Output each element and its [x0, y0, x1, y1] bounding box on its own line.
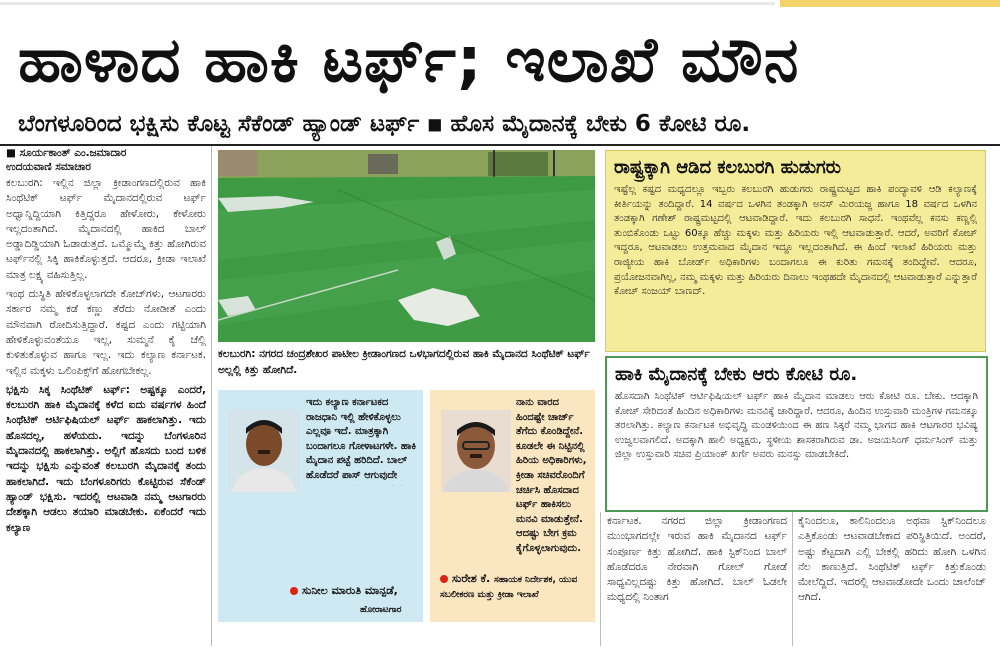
distant-trees: [488, 152, 548, 176]
quote-blue-text: ಇದು ಕಲ್ಯಾಣ ಕರ್ನಾಟಕದ ರಾಜಧಾನಿ ಇಲ್ಲಿ ಹೇಳಿಕೊಳ್ಳಲು ಎಲ್ಲವೂ ಇದೆ. ಮಾತ್ರಕ್ಕಾಗಿ ಬಂದಾಗಲೂ ಗೋಳಾಟಗಳೇ. ಹಾಕಿ ಮೈದಾನ ಪಟ್ಟೆ ಹರಿದಿದೆ. ಬಾಲ್ ಹೊಡೆದರೆ ಪಾಸ್ ಆಗುವುದೇ: [306, 397, 417, 481]
quote-blue-role-wrap: [360, 602, 402, 615]
headline: ಹಾಳಾದ ಹಾಕಿ ಟರ್ಫ್; ಇಲಾಖೆ ಮೌನ: [18, 23, 800, 96]
byline-author: ■ ಸೂರ್ಯಕಾಂತ್ ಎಂ.ಜಮಾದಾರ: [6, 147, 127, 159]
portrait-suresh: [441, 410, 511, 492]
nation-box-text: ಇಷ್ಟೆಲ್ಲ ಕಷ್ಟದ ಮಧ್ಯದಲ್ಲೂ ಇಬ್ಬರು ಕಲಬುರಗಿ ಹುಡುಗರು ರಾಷ್ಟ್ರಮಟ್ಟದ ಹಾಕಿ ಪಂದ್ಯಾವಳಿ ಆಡಿ ಕಲ್ಯಾಣಕ್ಕೆ ಕೀರ್ತಿಯನ್ನು ತಂದಿದ್ದಾರೆ. 14 ವರ್ಷದ ಒಳಗಿನ ತಂಡಕ್ಕಾಗಿ ಅನಸ್ ಮಿರಯಜ್ಜ ಹಾಗೂ 18 ವರ್ಷದ ಒಳಗಿನ ತಂಡಕ್ಕಾಗಿ ಗಣೇಶ್ ರಾಷ್ಟ್ರಮಟ್ಟದಲ್ಲಿ ಆಟವಾಡಿದ್ದಾರೆ. ಇದು ಕಲಬುರಗಿ ಸಾಧನೆ. ಇಂಥವೆಲ್ಲ ಕನಸು ಕಣ್ಣಲ್ಲಿ ತುಂಬಿಕೊಂಡು ಒಟ್ಟು 60ಕ್ಕೂ ಹೆಚ್ಚು ಮಕ್ಕಳು ಮತ್ತು ಹಿರಿಯರು ಇಲ್ಲಿ ಆಟವಾಡುತ್ತಾರೆ. ಆದರೆ, ಅವರಿಗೆ ಕೋಚ್ ಇದ್ದರೂ, ಆಟವಾಡಲು ಉತ್ತಮವಾದ ಮೈದಾನ ಇದ್ದೂ ಇಲ್ಲದಂತಾಗಿದೆ. ಈ ಹಿಂದೆ ಇಲಾಖೆ ಹಿರಿಯರು ಮತ್ತು ರಾಜ್ಯೀಯ ಹಾಕಿ ಬೋರ್ಡ್ ಅಧಿಕಾರಿಗಳು ಬಂದಾಗಲೂ ಈ ಕುರಿತು ಗಮನಕ್ಕೆ ತಂದಿದ್ದೇವೆ. ಆದರೂ, ಪ್ರಯೋಜನವಾಗಿಲ್ಲ, ನಮ್ಮ ಮಕ್ಕಳು ಮತ್ತು ಹಿರಿಯರು ದಿನಾಲು ಇಂಥಹದೇ ಮೈದಾನದಲ್ಲಿ ಆಟವಾಡುತ್ತಾರೆ ಎನ್ನುತ್ತಾರೆ ಕೋಚ್ ಸಂಜಯ್ ಬಾಣದ್.: [614, 184, 977, 298]
quote-cream-text: ನಾನು ವಾರದ ಹಿಂದಷ್ಟೇ ಚಾರ್ಜ್ ತೆಗೆದು ಕೊಂಡಿದ್ದೇನೆ. ಕೂಡಲೇ ಈ ನಿಟ್ಟಿನಲ್ಲಿ ಹಿರಿಯ ಅಧಿಕಾರಿಗಳು, ಕ್ರೀಡಾ ಸಚಿವರೊಂದಿಗೆ ಚರ್ಚಿಸಿ ಹೊಸದಾದ ಟರ್ಫ್ ಹಾಕಿಸಲು ಮನವಿ ಮಾಡುತ್ತೇನೆ. ಆದಷ್ಟು ಬೇಗ ಕ್ರಮ ಕೈಗೊಳ್ಳಲಾಗುವುದು.: [516, 397, 587, 554]
bottom-column-1: [607, 514, 787, 644]
bullet-dot-icon: [440, 575, 448, 583]
article-paragraph: ಇಂಥ ದುಸ್ಥಿತಿ ಹೇಳಿಕೊಳ್ಳಲಾಗದೇ ಕೋಚ್‌ಗಳು, ಆಟಗಾರರು ಸರ್ಕಾರ ನಮ್ಮ ಕಡೆ ಕಣ್ಣು ತೆರೆದು ನೋಡೀತೆ ಎಂದು ಮೌನವಾಗಿ ರೋದಿಸುತ್ತಿದ್ದಾರೆ. ಕಷ್ಟದ ಎಂದು ಗಟ್ಟಿಯಾಗಿ ಹೇಳಿಕೊಳ್ಳುವಂತೆಯೂ ಇಲ್ಲ, ಸುಮ್ಮನೆ ಕೈ ಚೆಲ್ಲಿ ಕುಳಿತುಕೊಳ್ಳುವ ಹಾಗೂ ಇಲ್ಲ. ಇದು ಕಲ್ಯಾಣ ಕರ್ನಾಟಕ. ಇಲ್ಲಿನ ಮಕ್ಕಳು ಒಲಿಂಪಿಕ್ಸ್‌ಗೆ ಹೋಗಬೇಕಲ್ಲ.: [6, 288, 206, 377]
subheadline: [18, 106, 993, 142]
portrait-illustration: [441, 410, 511, 492]
left-article-column: [6, 176, 206, 646]
bullet-dot-icon: [290, 587, 298, 595]
nation-box-title: ರಾಷ್ಟ್ರಕ್ಕಾಗಿ ಆಡಿದ ಕಲಬುರಗಿ ಹುಡುಗರು: [614, 157, 842, 178]
column-divider: [211, 146, 212, 646]
article-paragraph: ಕೈನಿಂದಲೂ, ಕಾಲಿನಿಂದಲೂ ಅಥವಾ ಸ್ಟಿಕ್‌ನಿಂದಲೂ ಎತ್ತಿಕೊಂಡು ಆಟವಾಡಬೇಕಾದ ಪರಿಸ್ಥಿತಿಯಿದೆ. ಅಂದರೆ, ಅಷ್ಟು ಕೆಟ್ಟದಾಗಿ ಎಲ್ಲಿ ಬೇಕಲ್ಲಿ ಹರಿದು ಹೋಗಿ ಒಳಗಿನ ನೆಲ ಕಾಣುತ್ತಿದೆ. ಸಿಂಥೆಟಿಕ್ ಟರ್ಫ್ ಕಿತ್ತುಕೊಂಡು ಮೇಲೆದ್ದಿದೆ. ಇದರಲ್ಲಿ ಆಟವಾಡೋದೇ ಒಂದು ಚಾಲೆಂಜ್ ಆಗಿದೆ.: [798, 515, 986, 604]
article-paragraph: ಕರ್ನಾಟಕ. ನಗರದ ಜಿಲ್ಲಾ ಕ್ರೀಡಾಂಗಣದ ಮುಂಭಾಗದಲ್ಲೇ ಇರುವ ಹಾಕಿ ಮೈದಾನದ ಟರ್ಫ್ ಸಂಪೂರ್ಣ ಕಿತ್ತು ಹೋಗಿದೆ. ಹಾಕಿ ಸ್ಟಿಕ್‌ನಿಂದ ಬಾಲ್ ಹೊಡೆದರೂ ನೇರವಾಗಿ ಗೋಲ್ ಗೋಡೆ ಸಾಧ್ಯವಿಲ್ಲದಷ್ಟು ಕಿತ್ತು ಹೋಗಿದೆ. ಬಾಲ್ ಓಡಲೇ ಮಧ್ಯದಲ್ಲಿ ನಿಂತಾಗ: [607, 515, 787, 604]
need-box: [605, 356, 988, 512]
turf-photo: [218, 150, 595, 342]
quote-cream-name: ಸುರೇಶ ಕೆ.: [452, 572, 491, 585]
subheadline-part2: ಹೊಸ ಮೈದಾನಕ್ಕೆ ಬೇಕು 6 ಕೋಟಿ ರೂ.: [450, 111, 751, 137]
quote-blue-role: ಹೋರಾಟಗಾರ: [360, 605, 402, 615]
portrait-illustration: [228, 410, 300, 492]
byline-outlet: ಉದಯವಾಣಿ ಸಮಾಚಾರ: [6, 161, 91, 173]
need-box-text: ಹೊಸದಾಗಿ ಸಿಂಥೆಟಿಕ್ ಆರ್ಟಿಫಿಷಿಯಲ್ ಟರ್ಫ್ ಹಾಕಿ ಮೈದಾನ ಮಾಡಲು ಆರು ಕೋಟಿ ರೂ. ಬೇಕು. ಆದಕ್ಕಾಗಿ ಕೋಚ್ ಸೇರಿದಂತೆ ಹಿಂದಿನ ಅಧಿಕಾರಿಗಳು ಮನವಿಕ್ಕೆ ಜಾರಿದ್ದಾರೆ. ಆದರೂ, ಹಿಂದಿನ ಉಸ್ತುವಾರಿ ಮಂತ್ರಿಗಳ ಗಮನಕ್ಕೂ ತರಲಾಗಿತ್ತು. ಕಲ್ಯಾಣ ಕರ್ನಾಟಕ ಅಭಿವೃದ್ಧಿ ಮಂಡಳಿಯಿಂದ ಈ ಹಣ ಸಿಕ್ಕರೆ ನಮ್ಮ ಭಾಗದ ಹಾಕಿ ಆಟಗಾರರ ಭವಿಷ್ಯ ಉಜ್ವಲವಾಗಲಿದೆ. ಅದಕ್ಕಾಗಿ ಹಾಲಿ ಅಧ್ಯಕ್ಷರು, ಸ್ಥಳೀಯ ಶಾಸಕರಾಗಿರುವ ಡಾ. ಅಜಯಸಿಂಗ್ ಧರ್ಮಸಿಂಗ್ ಮತ್ತು ಜಿಲ್ಲಾ ಉಸ್ತುವಾರಿ ಸಚಿವ ಪ್ರಿಯಾಂಕ್ ಖರ್ಗೆ ಅವರು ಮನಸ್ಸು ಮಾಡಬೇಕಿದೆ.: [615, 391, 978, 461]
article-paragraph: ಭಕ್ಷಿಸು ಸಿಕ್ಕ ಸಿಂಥೆಟಿಕ್ ಟರ್ಫ್: ಅಷ್ಟಕ್ಕೂ ಎಂದರೆ, ಕಲಬುರಗಿ ಹಾಕಿ ಮೈದಾನಕ್ಕೆ ಕಳೆದ ಐದು ವರ್ಷಗಳ ಹಿಂದೆ ಸಿಂಥೆಟಿಕ್ ಆರ್ಟಿಫಿಷಿಯಲ್ ಟರ್ಫ್ ಹಾಕಲಾಗಿತ್ತು. ಇದು ಹೊಸದಲ್ಲ, ಹಳೆಯದು. ಇದನ್ನು ಬೆಂಗಳೂರಿನ ಮೈದಾನದಲ್ಲಿ ಹಾಕಲಾಗಿತ್ತು. ಅಲ್ಲಿಗೆ ಹೊಸದು ಬಂದ ಬಳಿಕ ಇದನ್ನು ಭಕ್ಷಿಸು ಎನ್ನುವಂತೆ ಕಲಬುರಗಿ ಮೈದಾನಕ್ಕೆ ತಂದು ಹಾಕಲಾಗಿದೆ. ಇದು ಬೆಂಗಳೂರಿಗರು ಕೊಟ್ಟಿರುವ ಸೆಕೆಂಡ್ ಹ್ಯಾಂಡ್ ಭಕ್ಷಿಸು. ಇದರಲ್ಲಿ ಆಟವಾಡಿ ನಮ್ಮ ಆಟಗಾರರು ದೇಶಕ್ಕಾಗಿ ಆಡಲು ತಯಾರಿ ಮಾಡಬೇಕು. ಏಕೆಂದರೆ ಇದು ಕಲ್ಯಾಣ: [6, 383, 206, 534]
stand-wall: [218, 150, 258, 176]
portrait-sunil: [228, 410, 300, 492]
quote-blue-text-top: [306, 396, 418, 486]
need-box-title: ಹಾಕಿ ಮೈದಾನಕ್ಕೆ ಬೇಕು ಆರು ಕೋಟಿ ರೂ.: [615, 364, 858, 385]
nation-box: [605, 150, 986, 352]
quote-blue-name: ಸುನೀಲ ಮಾರುತಿ ಮಾನ್ಪಡೆ,: [302, 584, 398, 597]
article-paragraph: ಕಲಬುರಗಿ: ಇಲ್ಲಿನ ಜಿಲ್ಲಾ ಕ್ರೀಡಾಂಗಣದಲ್ಲಿರುವ ಹಾಕಿ ಸಿಂಥೆಟಿಕ್ ಟರ್ಫ್ ಮೈದಾನದಲ್ಲಿರುವ ಟರ್ಫ್ ಅಧ್ವಾನ್ನಿದ್ದಿಯಾಗಿ ಕಿತ್ತಿದ್ದರೂ ಹೇಳೋರು, ಕೇಳೋರು ಇಲ್ಲದಂತಾಗಿದೆ. ಮೈದಾನದಲ್ಲಿ ಹಾಕಿದ ಬಾಲ್ ಅಡ್ಡಾದಿಡ್ಡಿಯಾಗಿ ಓಡಾಡುತ್ತದೆ. ಒಮ್ಮೊಮ್ಮೆ ಕಿತ್ತು ಹೋಗಿರುವ ಟರ್ಫ್‌ನಲ್ಲಿ ಸಿಕ್ಕಿ ಹಾಕಿಕೊಳ್ಳುತ್ತದೆ. ಆದರೂ, ಕ್ರೀಡಾ ಇಲಾಖೆ ಮಾತ್ರ ಲಕ್ಷ್ಯ ವಹಿಸುತ್ತಿಲ್ಲ.: [6, 177, 206, 281]
column-divider: [792, 512, 793, 646]
bottom-column-2: [798, 514, 986, 644]
column-divider: [600, 512, 601, 646]
byline: [6, 146, 206, 174]
quote-blue-signature: [290, 584, 398, 598]
turf-photo-illustration: [218, 150, 595, 342]
subheadline-separator: ■: [427, 114, 443, 134]
quote-cream-text-box: [516, 396, 590, 566]
top-rule: [0, 2, 775, 5]
distant-object: [368, 154, 398, 174]
quote-cream-role: ಸಹಾಯಕ ನಿರ್ದೇಶಕ, ಯುವ ಸಬಲೀಕರಣ ಮತ್ತು ಕ್ರೀಡಾ ಇಲಾಖೆ: [440, 575, 578, 600]
quote-cream-signature: [440, 572, 590, 602]
subheadline-part1: ಬೆಂಗಳೂರಿಂದ ಭಕ್ಷಿಸು ಕೊಟ್ಟ ಸೆಕೆಂಡ್ ಹ್ಯಾಂಡ್ ಟರ್ಫ್: [18, 111, 420, 137]
page-top-band: [0, 0, 1000, 8]
top-color-strip: [780, 0, 1000, 7]
photo-caption: ಕಲಬುರಗಿ: ನಗರದ ಚಂದ್ರಶೇಖರ ಪಾಟೀಲ ಕ್ರೀಡಾಂಗಣದ ಒಳಭಾಗದಲ್ಲಿರುವ ಹಾಕಿ ಮೈದಾನದ ಸಿಂಥೆಟಿಕ್ ಟರ್ಫ್ ಅಲ್ಲಲ್ಲಿ ಕಿತ್ತು ಹೋಗಿದೆ.: [218, 348, 590, 376]
